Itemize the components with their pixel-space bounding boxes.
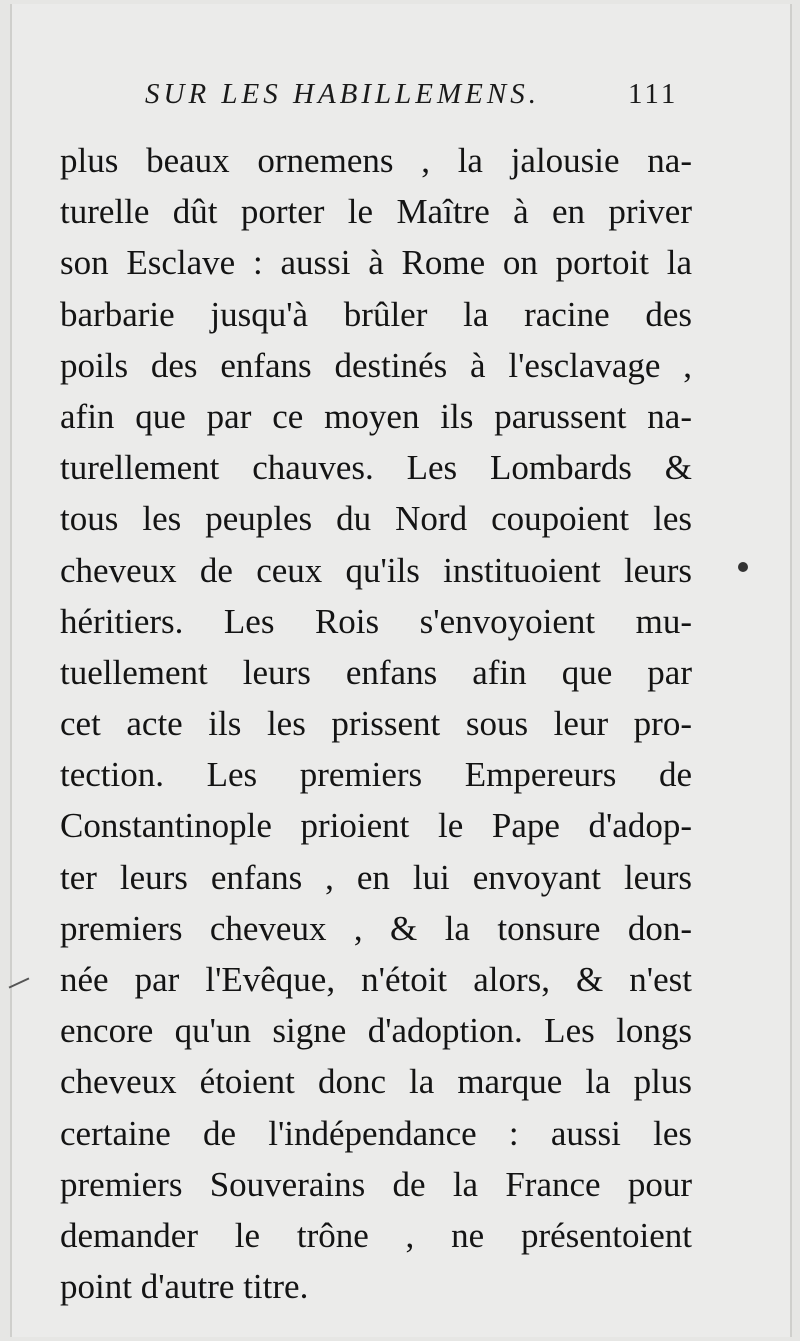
text-line: afin que par ce moyen ils parussent na- bbox=[60, 396, 692, 436]
text-line: son Esclave : aussi à Rome on portoit la bbox=[60, 243, 692, 283]
text-line: premiers Souverains de la France pour bbox=[60, 1164, 692, 1204]
text-line: encore qu'un signe d'adoption. Les longs bbox=[60, 1011, 692, 1051]
body-text bbox=[60, 135, 692, 1312]
text-line: cet acte ils les prissent sous leur pro- bbox=[60, 704, 692, 744]
text-line: cheveux de ceux qu'ils instituoient leurs bbox=[60, 550, 692, 590]
text-line: née par l'Evêque, n'étoit alors, & n'est bbox=[60, 960, 692, 999]
text-line: Constantinople prioient le Pape d'adop- bbox=[60, 806, 692, 846]
text-line: ter leurs enfans , en lui envoyant leurs bbox=[60, 857, 692, 897]
ink-spot bbox=[738, 562, 748, 572]
text-line: certaine de l'indépendance : aussi les bbox=[60, 1113, 692, 1153]
text-line: turellement chauves. Les Lombards & bbox=[60, 448, 692, 488]
text-line: poils des enfans destinés à l'esclavage , bbox=[60, 345, 692, 385]
text-line: cheveux étoient donc la marque la plus bbox=[60, 1062, 692, 1102]
text-line: premiers cheveux , & la tonsure don- bbox=[60, 908, 692, 948]
text-line: plus beaux ornemens , la jalousie na- bbox=[60, 141, 692, 180]
text-line: tous les peuples du Nord coupoient les bbox=[60, 499, 692, 539]
text-line-last: point d'autre titre. bbox=[60, 1267, 309, 1307]
text-line: turelle dût porter le Maître à en priver bbox=[60, 192, 692, 232]
text-line: barbarie jusqu'à brûler la racine des bbox=[60, 294, 692, 334]
page-header bbox=[0, 78, 800, 118]
text-line: tuellement leurs enfans afin que par bbox=[60, 652, 692, 692]
text-line: demander le trône , ne présentoient bbox=[60, 1215, 692, 1255]
text-line: tection. Les premiers Empereurs de bbox=[60, 755, 692, 795]
running-title: SUR LES HABILLEMENS. bbox=[145, 78, 540, 110]
page-number: 111 bbox=[628, 78, 679, 110]
text-line: héritiers. Les Rois s'envoyoient mu- bbox=[60, 601, 692, 641]
